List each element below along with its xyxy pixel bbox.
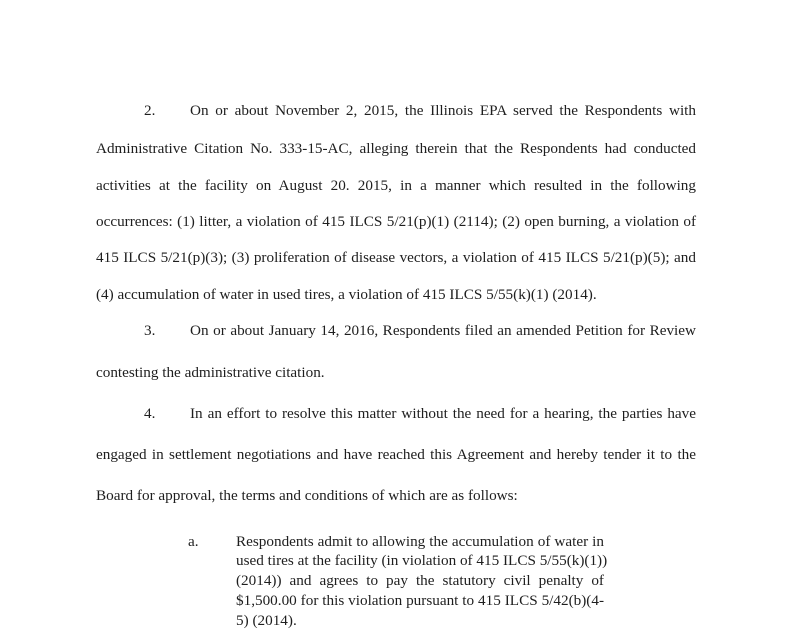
subparagraph-a-line-3: (2014)) and agrees to pay the statutory civil penalty of — [236, 572, 604, 589]
subparagraph-a-line-1: Respondents admit to allowing the accumulation of water in — [236, 533, 604, 550]
paragraph-4-number: 4. — [144, 405, 156, 422]
paragraph-2-line-4: occurrences: (1) litter, a violation of 415 ILCS 5/21(p)(1) (2114); (2) open burning, a violation of — [96, 213, 696, 230]
subparagraph-a-line-2: used tires at the facility (in violation of 415 ILCS 5/55(k)(1)) — [236, 552, 608, 569]
subparagraph-a-line-4: $1,500.00 for this violation pursuant to 415 ILCS 5/42(b)(4- — [236, 592, 604, 609]
paragraph-2-line-2: Administrative Citation No. 333-15-AC, alleging therein that the Respondents had conducted — [96, 140, 696, 157]
paragraph-3-line-2: contesting the administrative citation. — [96, 364, 325, 381]
paragraph-2-line-5: 415 ILCS 5/21(p)(3); (3) proliferation of disease vectors, a violation of 415 ILCS 5/21(p)(5); and — [96, 249, 696, 266]
paragraph-2-line-1: On or about November 2, 2015, the Illinois EPA served the Respondents with — [190, 102, 696, 119]
paragraph-4-line-2: engaged in settlement negotiations and have reached this Agreement and hereby tender it to the — [96, 446, 696, 463]
paragraph-3-number: 3. — [144, 322, 156, 339]
paragraph-4-line-3: Board for approval, the terms and conditions of which are as follows: — [96, 487, 518, 504]
paragraph-4-line-1: In an effort to resolve this matter without the need for a hearing, the parties have — [190, 405, 696, 422]
paragraph-2-line-6: (4) accumulation of water in used tires, a violation of 415 ILCS 5/55(k)(1) (2014). — [96, 286, 597, 303]
paragraph-2-line-3: activities at the facility on August 20. 2015, in a manner which resulted in the following — [96, 177, 696, 194]
paragraph-3-line-1: On or about January 14, 2016, Respondents filed an amended Petition for Review — [190, 322, 696, 339]
paragraph-2-number: 2. — [144, 102, 156, 119]
subparagraph-a-line-5: 5) (2014). — [236, 612, 297, 629]
subparagraph-a-letter: a. — [188, 533, 199, 550]
